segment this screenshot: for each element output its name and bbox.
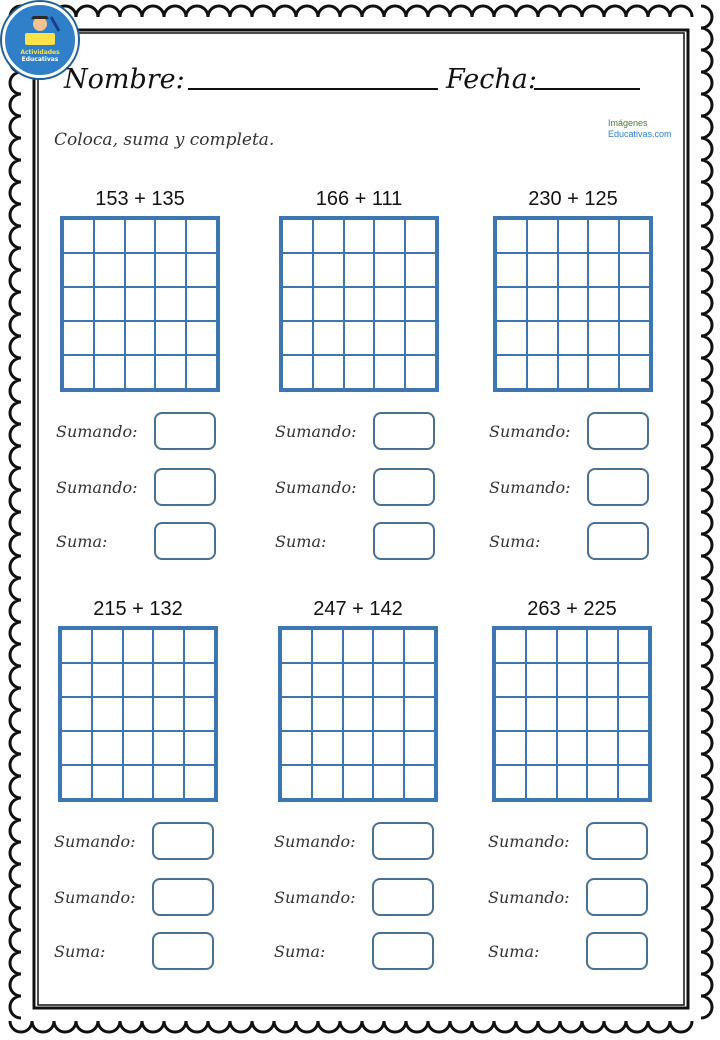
grid-cell[interactable] — [282, 219, 313, 253]
grid-cell[interactable] — [343, 731, 374, 765]
addition-operation: 153 + 135 — [95, 188, 185, 210]
grid-cell[interactable] — [153, 663, 184, 697]
grid-cell[interactable] — [374, 219, 405, 253]
grid-cell[interactable] — [496, 355, 527, 389]
grid-cell[interactable] — [558, 355, 589, 389]
sum-label: Suma: — [275, 532, 327, 551]
grid-cell[interactable] — [313, 321, 344, 355]
grid-cell[interactable] — [343, 663, 374, 697]
grid-cell[interactable] — [313, 287, 344, 321]
grid-cell[interactable] — [373, 697, 404, 731]
grid-cell[interactable] — [527, 321, 558, 355]
grid-cell[interactable] — [373, 663, 404, 697]
grid-cell[interactable] — [374, 287, 405, 321]
sum-answer-box[interactable] — [373, 522, 435, 560]
grid-cell[interactable] — [495, 663, 526, 697]
grid-cell[interactable] — [281, 731, 312, 765]
grid-cell[interactable] — [92, 697, 123, 731]
grid-cell[interactable] — [619, 219, 650, 253]
grid-cell[interactable] — [557, 629, 588, 663]
grid-cell[interactable] — [618, 697, 649, 731]
exercise-3 — [489, 188, 693, 608]
addend-2-label: Sumando: — [274, 888, 356, 907]
sum-label: Suma: — [54, 942, 106, 961]
grid-cell[interactable] — [313, 253, 344, 287]
logo-text-top: Actividades — [20, 49, 60, 56]
grid-cell[interactable] — [618, 663, 649, 697]
grid-cell[interactable] — [587, 731, 618, 765]
grid-cell[interactable] — [281, 629, 312, 663]
grid-cell[interactable] — [186, 321, 217, 355]
grid-cell[interactable] — [496, 287, 527, 321]
grid-cell[interactable] — [374, 253, 405, 287]
grid-cell[interactable] — [587, 765, 618, 799]
grid-cell[interactable] — [618, 765, 649, 799]
grid-cell[interactable] — [558, 219, 589, 253]
grid-cell[interactable] — [63, 219, 94, 253]
grid-cell[interactable] — [312, 731, 343, 765]
counting-grid — [58, 626, 218, 802]
grid-cell[interactable] — [186, 219, 217, 253]
grid-cell[interactable] — [184, 765, 215, 799]
date-field[interactable] — [534, 88, 640, 90]
addend-1-answer-box[interactable] — [587, 412, 649, 450]
addend-2-label: Sumando: — [56, 478, 138, 497]
grid-cell[interactable] — [587, 697, 618, 731]
grid-cell[interactable] — [496, 219, 527, 253]
sum-answer-box[interactable] — [586, 932, 648, 970]
grid-cell[interactable] — [312, 663, 343, 697]
grid-cell[interactable] — [63, 287, 94, 321]
grid-cell[interactable] — [373, 629, 404, 663]
addend-1-answer-box[interactable] — [154, 412, 216, 450]
grid-cell[interactable] — [496, 253, 527, 287]
grid-cell[interactable] — [619, 253, 650, 287]
date-label: Fecha: — [446, 64, 537, 95]
header — [64, 60, 644, 100]
grid-cell[interactable] — [619, 287, 650, 321]
grid-cell[interactable] — [558, 253, 589, 287]
addend-2-label: Sumando: — [54, 888, 136, 907]
grid-cell[interactable] — [61, 663, 92, 697]
grid-cell[interactable] — [186, 287, 217, 321]
grid-cell[interactable] — [343, 765, 374, 799]
grid-cell[interactable] — [588, 219, 619, 253]
name-field[interactable] — [188, 88, 438, 90]
grid-cell[interactable] — [92, 663, 123, 697]
grid-cell[interactable] — [153, 765, 184, 799]
grid-cell[interactable] — [344, 253, 375, 287]
grid-cell[interactable] — [527, 253, 558, 287]
addend-2-label: Sumando: — [489, 478, 571, 497]
brand-line-2: Educativas.com — [608, 129, 672, 139]
exercise-5 — [274, 598, 478, 1018]
grid-cell[interactable] — [526, 765, 557, 799]
grid-cell[interactable] — [588, 253, 619, 287]
grid-cell[interactable] — [404, 697, 435, 731]
grid-cell[interactable] — [63, 355, 94, 389]
grid-cell[interactable] — [527, 287, 558, 321]
addend-2-answer-box[interactable] — [372, 878, 434, 916]
grid-cell[interactable] — [588, 321, 619, 355]
logo-text-bottom: Educativas — [21, 56, 59, 63]
addend-2-answer-box[interactable] — [586, 878, 648, 916]
grid-cell[interactable] — [526, 663, 557, 697]
addend-1-label: Sumando: — [54, 832, 136, 851]
counting-grid — [493, 216, 653, 392]
grid-cell[interactable] — [155, 355, 186, 389]
exercise-2 — [275, 188, 479, 608]
grid-cell[interactable] — [61, 697, 92, 731]
grid-cell[interactable] — [526, 629, 557, 663]
grid-cell[interactable] — [405, 355, 436, 389]
addition-operation: 247 + 142 — [313, 598, 403, 620]
addition-operation: 263 + 225 — [527, 598, 617, 620]
grid-cell[interactable] — [557, 697, 588, 731]
grid-cell[interactable] — [343, 697, 374, 731]
addition-operation: 166 + 111 — [315, 188, 403, 210]
grid-cell[interactable] — [587, 663, 618, 697]
counting-grid — [492, 626, 652, 802]
grid-cell[interactable] — [184, 629, 215, 663]
sum-answer-box[interactable] — [587, 522, 649, 560]
grid-cell[interactable] — [184, 663, 215, 697]
child-reading-icon — [19, 15, 61, 49]
addend-2-answer-box[interactable] — [587, 468, 649, 506]
grid-cell[interactable] — [155, 253, 186, 287]
sum-answer-box[interactable] — [152, 932, 214, 970]
grid-cell[interactable] — [153, 697, 184, 731]
instruction-text: Coloca, suma y completa. — [54, 130, 275, 150]
grid-cell[interactable] — [125, 355, 156, 389]
grid-cell[interactable] — [558, 321, 589, 355]
grid-cell[interactable] — [282, 253, 313, 287]
grid-cell[interactable] — [94, 355, 125, 389]
grid-cell[interactable] — [281, 697, 312, 731]
grid-cell[interactable] — [344, 355, 375, 389]
grid-cell[interactable] — [125, 253, 156, 287]
grid-cell[interactable] — [404, 765, 435, 799]
grid-cell[interactable] — [63, 321, 94, 355]
grid-cell[interactable] — [527, 355, 558, 389]
grid-cell[interactable] — [123, 765, 154, 799]
addend-1-answer-box[interactable] — [373, 412, 435, 450]
exercise-1 — [56, 188, 260, 608]
grid-cell[interactable] — [587, 629, 618, 663]
grid-cell[interactable] — [94, 253, 125, 287]
grid-cell[interactable] — [404, 663, 435, 697]
grid-cell[interactable] — [618, 629, 649, 663]
grid-cell[interactable] — [527, 219, 558, 253]
grid-cell[interactable] — [186, 253, 217, 287]
grid-cell[interactable] — [186, 355, 217, 389]
grid-cell[interactable] — [125, 321, 156, 355]
addend-1-answer-box[interactable] — [372, 822, 434, 860]
grid-cell[interactable] — [405, 321, 436, 355]
addend-1-answer-box[interactable] — [152, 822, 214, 860]
grid-cell[interactable] — [123, 629, 154, 663]
grid-cell[interactable] — [526, 697, 557, 731]
sum-label: Suma: — [488, 942, 540, 961]
grid-cell[interactable] — [557, 663, 588, 697]
grid-cell[interactable] — [125, 287, 156, 321]
grid-cell[interactable] — [495, 629, 526, 663]
grid-cell[interactable] — [496, 321, 527, 355]
grid-cell[interactable] — [282, 355, 313, 389]
grid-cell[interactable] — [92, 765, 123, 799]
grid-cell[interactable] — [618, 731, 649, 765]
exercise-6 — [488, 598, 692, 1018]
grid-cell[interactable] — [94, 219, 125, 253]
grid-cell[interactable] — [526, 731, 557, 765]
grid-cell[interactable] — [588, 287, 619, 321]
grid-cell[interactable] — [125, 219, 156, 253]
grid-cell[interactable] — [313, 219, 344, 253]
grid-cell[interactable] — [61, 765, 92, 799]
grid-cell[interactable] — [588, 355, 619, 389]
grid-cell[interactable] — [344, 321, 375, 355]
counting-grid — [279, 216, 439, 392]
grid-cell[interactable] — [153, 629, 184, 663]
addend-1-label: Sumando: — [488, 832, 570, 851]
addend-2-answer-box[interactable] — [152, 878, 214, 916]
grid-cell[interactable] — [92, 731, 123, 765]
grid-cell[interactable] — [495, 765, 526, 799]
addition-operation: 215 + 132 — [93, 598, 183, 620]
addend-2-answer-box[interactable] — [154, 468, 216, 506]
sum-label: Suma: — [274, 942, 326, 961]
grid-cell[interactable] — [312, 765, 343, 799]
grid-cell[interactable] — [313, 355, 344, 389]
name-label: Nombre: — [64, 64, 185, 95]
counting-grid — [60, 216, 220, 392]
grid-cell[interactable] — [155, 287, 186, 321]
grid-cell[interactable] — [184, 731, 215, 765]
grid-cell[interactable] — [123, 697, 154, 731]
grid-cell[interactable] — [61, 731, 92, 765]
addend-1-label: Sumando: — [56, 422, 138, 441]
grid-cell[interactable] — [155, 321, 186, 355]
sum-answer-box[interactable] — [372, 932, 434, 970]
addend-1-label: Sumando: — [274, 832, 356, 851]
addend-1-label: Sumando: — [275, 422, 357, 441]
grid-cell[interactable] — [557, 731, 588, 765]
addend-1-answer-box[interactable] — [586, 822, 648, 860]
grid-cell[interactable] — [123, 663, 154, 697]
sum-label: Suma: — [489, 532, 541, 551]
grid-cell[interactable] — [282, 321, 313, 355]
grid-cell[interactable] — [312, 629, 343, 663]
grid-cell[interactable] — [155, 219, 186, 253]
grid-cell[interactable] — [495, 731, 526, 765]
sum-answer-box[interactable] — [154, 522, 216, 560]
brand-line-1: Imágenes — [608, 118, 648, 128]
grid-cell[interactable] — [344, 287, 375, 321]
grid-cell[interactable] — [344, 219, 375, 253]
counting-grid — [278, 626, 438, 802]
grid-cell[interactable] — [312, 697, 343, 731]
addend-2-label: Sumando: — [275, 478, 357, 497]
grid-cell[interactable] — [557, 765, 588, 799]
addend-1-label: Sumando: — [489, 422, 571, 441]
grid-cell[interactable] — [373, 765, 404, 799]
grid-cell[interactable] — [63, 253, 94, 287]
addend-2-label: Sumando: — [488, 888, 570, 907]
grid-cell[interactable] — [374, 321, 405, 355]
exercise-4 — [54, 598, 258, 1018]
grid-cell[interactable] — [404, 731, 435, 765]
addend-2-answer-box[interactable] — [373, 468, 435, 506]
grid-cell[interactable] — [153, 731, 184, 765]
grid-cell[interactable] — [92, 629, 123, 663]
grid-cell[interactable] — [61, 629, 92, 663]
grid-cell[interactable] — [619, 321, 650, 355]
grid-cell[interactable] — [94, 287, 125, 321]
grid-cell[interactable] — [374, 355, 405, 389]
grid-cell[interactable] — [184, 697, 215, 731]
grid-cell[interactable] — [94, 321, 125, 355]
grid-cell[interactable] — [405, 219, 436, 253]
brand-watermark — [608, 118, 672, 140]
grid-cell[interactable] — [282, 287, 313, 321]
grid-cell[interactable] — [281, 663, 312, 697]
grid-cell[interactable] — [405, 287, 436, 321]
sum-label: Suma: — [56, 532, 108, 551]
addition-operation: 230 + 125 — [528, 188, 618, 210]
grid-cell[interactable] — [404, 629, 435, 663]
grid-cell[interactable] — [558, 287, 589, 321]
grid-cell[interactable] — [619, 355, 650, 389]
grid-cell[interactable] — [373, 731, 404, 765]
grid-cell[interactable] — [495, 697, 526, 731]
grid-cell[interactable] — [405, 253, 436, 287]
grid-cell[interactable] — [281, 765, 312, 799]
grid-cell[interactable] — [123, 731, 154, 765]
grid-cell[interactable] — [343, 629, 374, 663]
